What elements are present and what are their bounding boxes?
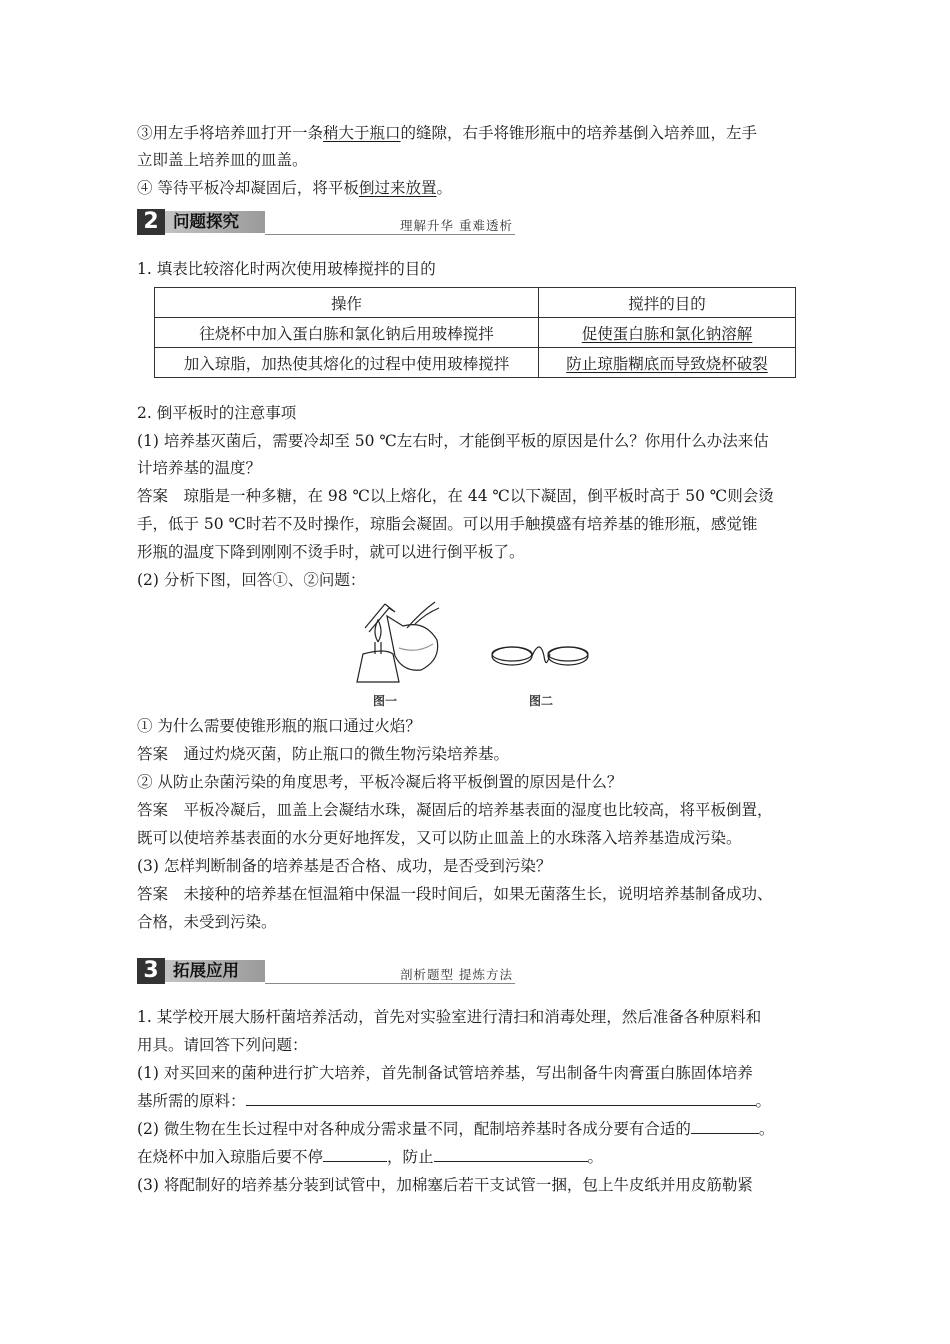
comparison-table <box>154 287 796 378</box>
exercise-1-part-3: (3) 将配制好的培养基分装到试管中，加棉塞后若干支试管一捆，包上牛皮纸并用皮筋勒紧 <box>137 1176 753 1194</box>
sub-item-1: ① 为什么需要使锥形瓶的瓶口通过火焰？ <box>137 717 421 735</box>
answer-2: 答案 通过灼烧灭菌，防止瓶口的微生物污染培养基。 <box>137 745 510 763</box>
section-subtitle: 剖析题型 提炼方法 <box>400 967 513 982</box>
step-4-line: ④ 等待平板冷却凝固后，将平板倒过来放置。 <box>137 179 452 197</box>
table-cell: 往烧杯中加入蛋白胨和氯化钠后用玻棒搅拌 <box>155 318 539 348</box>
section-2-header <box>137 209 515 235</box>
sub-question-2: (2) 分析下图，回答①、②问题： <box>137 571 366 589</box>
step-3-line-cont: 立即盖上培养皿的皿盖。 <box>137 151 308 169</box>
answer-underline: 倒过来放置 <box>358 179 437 197</box>
petri-dish-icon <box>548 647 588 665</box>
exercise-1-part-2-cont: 在烧杯中加入琼脂后要不停 ，防止 。 <box>137 1148 604 1166</box>
answer-4-cont: 合格，未受到污染。 <box>137 913 277 931</box>
table-cell: 防止琼脂糊底而导致烧杯破裂 <box>539 348 796 378</box>
step-3-line: ③用左手将培养皿打开一条稍大于瓶口的缝隙，右手将锥形瓶中的培养基倒入培养皿，左手 <box>137 124 758 142</box>
exercise-1: 1. 某学校开展大肠杆菌培养活动，首先对实验室进行清扫和消毒处理，然后准备各种原料和 <box>137 1008 762 1026</box>
exercise-1-part-1: (1) 对买回来的菌种进行扩大培养，首先制备试管培养基，写出制备牛肉膏蛋白胨固体培养 <box>137 1064 753 1082</box>
question-2-title: 2. 倒平板时的注意事项 <box>137 404 297 422</box>
answer-1: 答案 琼脂是一种多糖，在 98 ℃以上熔化，在 44 ℃以下凝固，倒平板时高于 50 ℃则会烫 <box>137 487 774 505</box>
section-number: 3 <box>137 958 165 984</box>
answer-blank[interactable] <box>323 1147 387 1162</box>
answer-1-cont: 手，低于 50 ℃时若不及时操作，琼脂会凝固。可以用手触摸盛有培养基的锥形瓶，感觉锥 <box>137 515 758 533</box>
answer-blank[interactable] <box>246 1091 756 1106</box>
question-1-title: 1. 填表比较溶化时两次使用玻棒搅拌的目的 <box>137 260 436 278</box>
petri-dish-icon <box>492 647 532 665</box>
sub-question-1-cont: 计培养基的温度？ <box>137 459 262 477</box>
section-subtitle: 理解升华 重难透析 <box>400 218 513 233</box>
figure-2-petri-dishes <box>490 636 590 676</box>
figure-1-flask-flame <box>355 598 445 686</box>
answer-3: 答案 平板冷凝后，皿盖上会凝结水珠，凝固后的培养基表面的湿度也比较高，将平板倒置， <box>137 801 773 819</box>
table-header: 操作 <box>155 288 539 318</box>
answer-1-cont: 形瓶的温度下降到刚刚不烫手时，就可以进行倒平板了。 <box>137 543 525 561</box>
answer-blank[interactable] <box>434 1147 588 1162</box>
table-cell: 加入琼脂，加热使其熔化的过程中使用玻棒搅拌 <box>155 348 539 378</box>
answer-underline: 稍大于瓶口 <box>323 124 401 142</box>
section-3-header <box>137 958 515 984</box>
sub-question-1: (1) 培养基灭菌后，需要冷却至 50 ℃左右时，才能倒平板的原因是什么？你用什么办法来估 <box>137 432 769 450</box>
alcohol-lamp-icon <box>357 651 399 682</box>
answer-4: 答案 未接种的培养基在恒温箱中保温一段时间后，如果无菌落生长，说明培养基制备成功、 <box>137 885 773 903</box>
answer-3-cont: 既可以使培养基表面的水分更好地挥发，又可以防止皿盖上的水珠落入培养基造成污染。 <box>137 829 742 847</box>
table-row <box>155 318 796 348</box>
section-title: 问题探究 <box>173 212 239 231</box>
section-title: 拓展应用 <box>173 961 239 980</box>
section-number: 2 <box>137 209 165 235</box>
table-header-row <box>155 288 796 318</box>
answer-blank[interactable] <box>691 1119 759 1134</box>
figure-2-caption: 图二 <box>529 694 554 708</box>
table-cell: 促使蛋白胨和氯化钠溶解 <box>539 318 796 348</box>
exercise-1-part-2: (2) 微生物在生长过程中对各种成分需求量不同，配制培养基时各成分要有合适的 。 <box>137 1120 775 1138</box>
table-header: 搅拌的目的 <box>539 288 796 318</box>
figure-1-caption: 图一 <box>373 694 398 708</box>
exercise-1-cont: 用具。请回答下列问题： <box>137 1036 308 1054</box>
table-row <box>155 348 796 378</box>
sub-item-2: ② 从防止杂菌污染的角度思考，平板冷凝后将平板倒置的原因是什么？ <box>137 773 623 791</box>
exercise-1-part-1-cont: 基所需的原料： 。 <box>137 1092 772 1110</box>
sub-question-3: (3) 怎样判断制备的培养基是否合格、成功，是否受到污染？ <box>137 857 552 875</box>
